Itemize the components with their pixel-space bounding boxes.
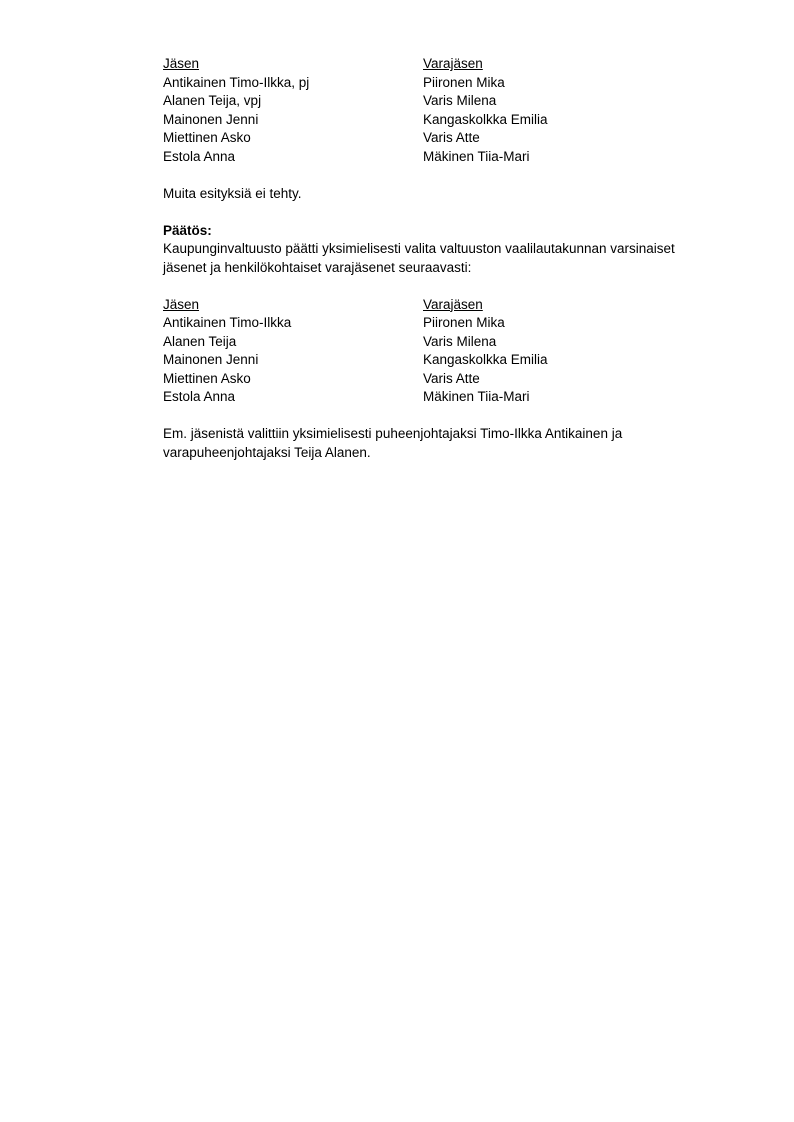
member-row [163,370,733,389]
member-column-header: Jäsen [163,56,200,71]
document-page [163,55,733,462]
decision-text-line: Kaupunginvaltuusto päätti yksimielisesti valita valtuuston vaalilautakunnan varsinaiset [163,241,675,256]
member-row [163,351,733,370]
member-row [163,148,733,167]
deputy-name: Piironen Mika [423,315,505,330]
deputy-name: Mäkinen Tiia-Mari [423,389,530,404]
closing-text-line: Em. jäsenistä valittiin yksimielisesti puheenjohtajaksi Timo-Ilkka Antikainen ja [163,426,623,441]
member-name: Antikainen Timo-Ilkka, pj [163,74,310,90]
member-name: Miettinen Asko [163,370,251,386]
member-row [163,388,733,407]
deputy-name: Varis Milena [423,93,497,108]
decision-text [163,240,733,277]
elected-member-list [163,296,733,407]
member-row [163,333,733,352]
note-paragraph: Muita esityksiä ei tehty. [163,185,302,201]
member-row [163,314,733,333]
member-name: Alanen Teija, vpj [163,93,262,108]
deputy-name: Kangaskolkka Emilia [423,111,548,127]
member-name: Alanen Teija [163,333,237,349]
spacer [163,166,733,185]
member-row [163,74,733,93]
member-name: Mainonen Jenni [163,352,259,367]
member-row [163,92,733,111]
member-name: Antikainen Timo-Ilkka [163,315,292,330]
proposal-member-list [163,55,733,166]
deputy-name: Mäkinen Tiia-Mari [423,148,530,164]
closing-text-line: varapuheenjohtajaksi Teija Alanen. [163,444,371,460]
deputy-name: Varis Atte [423,130,480,145]
spacer [163,203,733,222]
member-column-header: Jäsen [163,296,200,312]
deputy-name: Kangaskolkka Emilia [423,352,548,367]
deputy-name: Varis Milena [423,333,497,349]
member-name: Mainonen Jenni [163,111,259,127]
member-list-header [163,296,733,315]
member-name: Estola Anna [163,148,236,164]
member-row [163,129,733,148]
deputy-column-header: Varajäsen [423,56,483,71]
spacer [163,407,733,426]
member-name: Estola Anna [163,389,236,404]
closing-paragraph [163,425,733,462]
decision-heading: Päätös: [163,222,212,238]
decision-text-line: jäsenet ja henkilökohtaiset varajäsenet seuraavasti: [163,259,472,275]
member-row [163,111,733,130]
deputy-column-header: Varajäsen [423,296,483,312]
member-list-header [163,55,733,74]
deputy-name: Piironen Mika [423,74,505,90]
member-name: Miettinen Asko [163,130,251,145]
deputy-name: Varis Atte [423,370,480,386]
spacer [163,277,733,296]
